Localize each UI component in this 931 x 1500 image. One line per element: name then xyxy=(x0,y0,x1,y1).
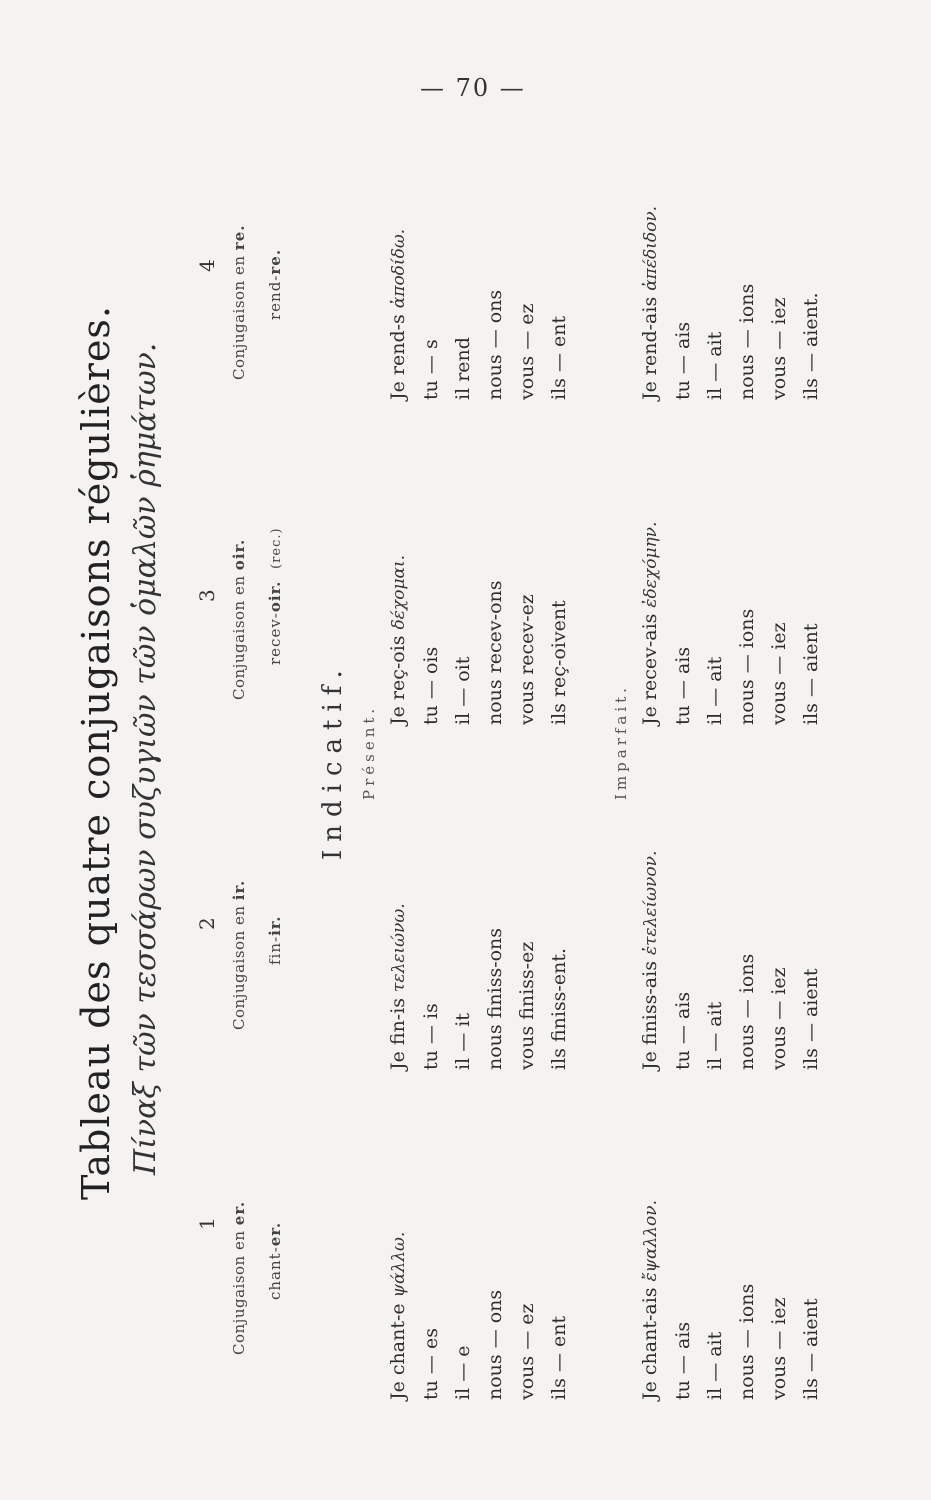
conjugation-row: vous — ez xyxy=(516,303,538,400)
stem-extra: (rec.) xyxy=(269,527,284,569)
stem-label: chant- xyxy=(266,1246,284,1300)
conj-label: Conjugaison en xyxy=(230,905,248,1030)
verb-form: Je chant-ais xyxy=(639,1287,661,1400)
column-3-imperfect xyxy=(634,522,827,725)
stem-ending: re. xyxy=(266,248,284,275)
greek-translation: τελειώνω. xyxy=(389,903,409,992)
conjugation-row: vous finiss-ez xyxy=(516,941,538,1070)
conjugation-row: vous — iez xyxy=(768,1297,790,1400)
conjugation-row: nous — ons xyxy=(484,1289,506,1400)
stem-label: rend- xyxy=(266,274,284,320)
column-1-stem xyxy=(266,1222,284,1300)
conjugation-row: vous — iez xyxy=(768,622,790,725)
conjugation-row xyxy=(382,229,415,400)
conjugation-row: ils — aient xyxy=(800,623,822,725)
conjugation-row: tu — es xyxy=(420,1328,442,1400)
verb-form: Je finiss-ais xyxy=(639,961,661,1070)
verb-form: Je chant-e xyxy=(387,1303,409,1400)
conjugation-row: ils — aient. xyxy=(800,292,822,400)
conjugation-row: il rend xyxy=(452,337,474,400)
greek-translation: δέχομαι. xyxy=(389,554,409,630)
conjugation-row xyxy=(634,851,667,1070)
column-3-stem xyxy=(266,527,284,665)
conjugation-row xyxy=(634,522,667,725)
stem-ending: ir. xyxy=(266,915,284,936)
column-1-imperfect xyxy=(634,1200,827,1400)
conjugation-row: vous — iez xyxy=(768,297,790,400)
conj-ending: re. xyxy=(230,224,248,251)
greek-translation: ἀπέδιδον. xyxy=(641,205,661,291)
column-2-conjugation xyxy=(230,880,248,1030)
column-2-present xyxy=(382,903,575,1070)
conjugation-row: tu — ais xyxy=(672,1321,694,1400)
conjugation-row: ils — aient xyxy=(800,968,822,1070)
label-present: Présent. xyxy=(360,704,378,800)
column-3-present xyxy=(382,555,575,725)
verb-form: Je fin-is xyxy=(387,997,409,1070)
conj-ending: oir. xyxy=(230,538,248,571)
conj-label: Conjugaison en xyxy=(230,1230,248,1355)
conjugation-row: il — ait xyxy=(704,1331,726,1400)
conjugation-row: il — ait xyxy=(704,656,726,725)
conjugation-row: nous — ions xyxy=(736,953,758,1070)
conjugation-row xyxy=(382,1232,415,1400)
column-2-stem xyxy=(266,915,284,965)
greek-translation: ἔψαλλον. xyxy=(641,1199,661,1282)
column-2-imperfect xyxy=(634,851,827,1070)
column-4-imperfect xyxy=(634,206,827,400)
table-title: Tableau des quatre conjugaisons régulières. xyxy=(74,304,118,1200)
conjugation-row: nous — ions xyxy=(736,283,758,400)
column-number-4: 4 xyxy=(195,259,219,272)
column-number-3: 3 xyxy=(195,589,219,602)
conj-ending: ir. xyxy=(230,879,248,901)
conjugation-row: il — e xyxy=(452,1345,474,1400)
conjugation-row: tu — ais xyxy=(672,646,694,725)
conjugation-row: ils reç-oivent xyxy=(548,600,570,725)
column-3-conjugation xyxy=(230,539,248,700)
conjugation-row xyxy=(382,903,415,1070)
label-imparfait: Imparfait. xyxy=(612,684,630,800)
conjugation-row: ils — ent xyxy=(548,315,570,400)
conjugation-row: ils — aient xyxy=(800,1298,822,1400)
conjugation-row: nous — ions xyxy=(736,608,758,725)
conjugation-row xyxy=(634,206,667,400)
conjugation-row: tu — ais xyxy=(672,321,694,400)
page-number: — 70 — xyxy=(420,74,526,102)
column-number-2: 2 xyxy=(195,917,219,930)
column-4-conjugation xyxy=(230,225,248,380)
conjugation-row: nous — ions xyxy=(736,1283,758,1400)
conjugation-row xyxy=(382,555,415,725)
conjugation-row: il — it xyxy=(452,1013,474,1070)
conjugation-row: il — ait xyxy=(704,1001,726,1070)
conjugation-row: tu — is xyxy=(420,1003,442,1070)
conjugation-row: vous — iez xyxy=(768,967,790,1070)
column-1-conjugation xyxy=(230,1201,248,1355)
conjugation-row: ils finiss-ent. xyxy=(548,947,570,1070)
conjugation-row: tu — ais xyxy=(672,991,694,1070)
conjugation-row: tu — ois xyxy=(420,646,442,725)
stem-label: fin- xyxy=(266,935,284,965)
greek-translation: ψάλλω. xyxy=(389,1231,409,1298)
column-4-present xyxy=(382,229,575,400)
stem-label: recev- xyxy=(266,612,284,665)
conjugation-row: il — ait xyxy=(704,331,726,400)
verb-form: Je reç-ois xyxy=(387,635,409,725)
section-indicatif: Indicatif. xyxy=(318,662,348,860)
conjugation-row: tu — s xyxy=(420,339,442,400)
greek-title: Πίναξ τῶν τεσσάρων συζυγιῶν τῶν ὁμαλῶν ῥημάτων. xyxy=(128,342,163,1175)
greek-translation: ἀποδίδω. xyxy=(389,228,409,309)
conjugation-row xyxy=(634,1200,667,1400)
conj-ending: er. xyxy=(230,1200,248,1226)
column-1-present xyxy=(382,1232,575,1400)
stem-ending: oir. xyxy=(266,580,284,613)
verb-form: Je rend-s xyxy=(387,314,409,400)
conjugation-row: nous — ons xyxy=(484,289,506,400)
conj-label: Conjugaison en xyxy=(230,255,248,380)
stem-ending: er. xyxy=(266,1221,284,1247)
conjugation-row: nous recev-ons xyxy=(484,580,506,725)
conj-label: Conjugaison en xyxy=(230,575,248,700)
conjugation-row: il — oit xyxy=(452,656,474,725)
conjugation-row: vous recev-ez xyxy=(516,594,538,725)
greek-translation: ἐδεχόμην. xyxy=(641,521,661,608)
conjugation-row: vous — ez xyxy=(516,1303,538,1400)
conjugation-row: ils — ent xyxy=(548,1315,570,1400)
greek-translation: ἐτελείωνον. xyxy=(641,850,661,956)
verb-form: Je rend-ais xyxy=(639,296,661,400)
column-number-1: 1 xyxy=(195,1217,219,1230)
conjugation-row: nous finiss-ons xyxy=(484,927,506,1070)
verb-form: Je recev-ais xyxy=(639,613,661,725)
column-4-stem xyxy=(266,249,284,320)
